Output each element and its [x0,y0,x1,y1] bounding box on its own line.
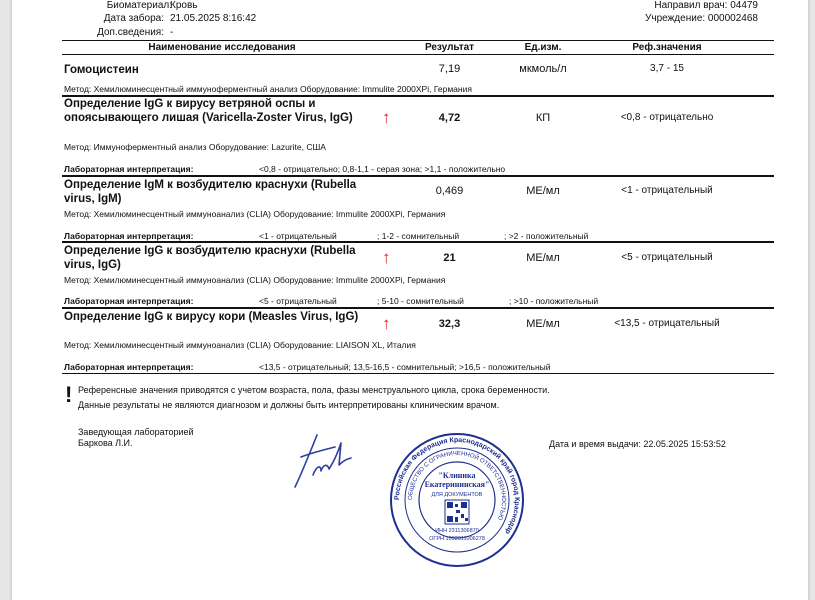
extra-info-value: - [170,27,174,38]
date-value: 21.05.2025 8:16:42 [170,13,257,24]
test-unit: МЕ/мл [526,318,560,330]
test-method: Метод: Иммуноферментный анализ Оборудование: Lazurite, США [64,142,326,152]
head-name: Баркова Л.И. [78,438,133,448]
interp-label: Лабораторная интерпретация: [64,164,194,174]
test-name: Гомоцистеин [64,64,139,76]
test-result: 4,72 [438,112,461,124]
test-method: Метод: Хемилюминесцентный иммуноанализ (CLIA) Оборудование: Immulite 2000XPi, Германия [64,209,446,219]
stamp-center-line: "Клиника [438,471,476,480]
warning-mark-icon: ! [65,382,73,407]
interp-text: ; >10 - положительный [509,296,599,306]
interp-text: <5 - отрицательный [259,296,337,306]
test-ref: <0,8 - отрицательно [620,112,714,123]
interp-text: <0,8 - отрицательно; 0,8-1,1 - серая зона; >1,1 - положительно [259,164,506,174]
stamp-center-line: Екатерининская" [424,480,490,489]
test-unit: МЕ/мл [526,185,560,197]
test-ref: <13,5 - отрицательный [614,318,720,329]
col-header-result: Результат [424,42,475,53]
test-result: 21 [443,252,456,264]
interp-label: Лабораторная интерпретация: [64,362,194,372]
stamp-ogrn: ОГРН 1092311006278 [429,536,485,542]
col-header-name: Наименование исследования [148,42,296,53]
interp-label: Лабораторная интерпретация: [64,231,194,241]
test-name: Определение IgG к возбудителю краснухи (Rubella virus, IgG) [64,245,356,271]
header-bottom-rule [62,54,774,55]
interp-label: Лабораторная интерпретация: [64,296,194,306]
institution: Учреждение: 000002468 [645,13,758,24]
test-name: Определение IgM к возбудителю краснухи (Rubella virus, IgM) [64,179,357,205]
test-result: 32,3 [438,318,461,330]
stamp-qr-code-icon [445,500,469,524]
note-line: Данные результаты не являются диагнозом и должны быть интерпретированы клиническим врачом. [78,400,500,410]
col-header-unit: Ед.изм. [524,42,562,53]
referring-doctor: Направил врач: 04479 [654,0,758,11]
test-method: Метод: Хемилюминесцентный иммуноанализ (CLIA) Оборудование: LIAISON XL, Италия [64,340,416,350]
test-ref: <5 - отрицательный [621,252,713,263]
stamp-inn: ИНН 2311306870 [435,528,479,534]
test-name: Определение IgG к вирусу кори (Measles Virus, IgG) [64,311,359,323]
biomaterial-label: Биоматериал: [106,0,172,11]
stamp-center-line: ДЛЯ ДОКУМЕНТОВ [431,492,483,498]
test-unit: мкмоль/л [519,63,567,75]
test-result: 0,469 [435,185,464,197]
interp-text: ; >2 - положительный [504,231,589,241]
test-method: Метод: Хемилюминесцентный иммуноферментный анализ Оборудование: Immulite 2000XPi, Германия [64,84,472,94]
biomaterial-value: Кровь [170,0,198,11]
head-title: Заведующая лабораторией [78,427,194,437]
header-top-rule [62,40,774,41]
elevated-arrow-icon: ↑ [382,108,391,127]
signature-image [287,425,357,495]
company-stamp [387,430,527,570]
test-unit: МЕ/мл [526,252,560,264]
row-divider [62,175,774,177]
interp-text: <13,5 - отрицательный; 13,5-16,5 - сомнительный; >16,5 - положительный [259,362,551,372]
stamp-inner-text: ОБЩЕСТВО С ОГРАНИЧЕННОЙ ОТВЕТСТВЕННОСТЬЮ [407,450,507,521]
interp-text: ; 5-10 - сомнительный [377,296,464,306]
date-label: Дата забора: [103,13,164,24]
issue-date: Дата и время выдачи: 22.05.2025 15:53:52 [549,439,726,449]
row-divider [62,373,774,374]
row-divider [62,307,774,309]
elevated-arrow-icon: ↑ [382,314,391,333]
test-ref: 3,7 - 15 [650,63,684,74]
stamp-outer-text: Российская Федерация Краснодарский край город Краснодар [393,436,521,536]
row-divider [62,241,774,243]
test-result: 7,19 [438,63,461,75]
test-ref: <1 - отрицательный [621,185,713,196]
extra-info-label: Доп.сведения: [97,27,164,38]
col-header-ref: Реф.значения [632,42,702,53]
test-name: Определение IgG к вирусу ветряной оспы и опоясывающего лишая (Varicella-Zoster Virus, IgG) [64,98,353,124]
elevated-arrow-icon: ↑ [382,248,391,267]
lab-report-page [12,0,808,600]
note-line: Референсные значения приводятся с учетом возраста, пола, фазы менструального цикла, срока беременности. [78,385,550,395]
test-method: Метод: Хемилюминесцентный иммуноанализ (CLIA) Оборудование: Immulite 2000XPi, Германия [64,275,446,285]
test-unit: КП [535,112,551,124]
interp-text: <1 - отрицательный [259,231,337,241]
interp-text: ; 1-2 - сомнительный [377,231,460,241]
